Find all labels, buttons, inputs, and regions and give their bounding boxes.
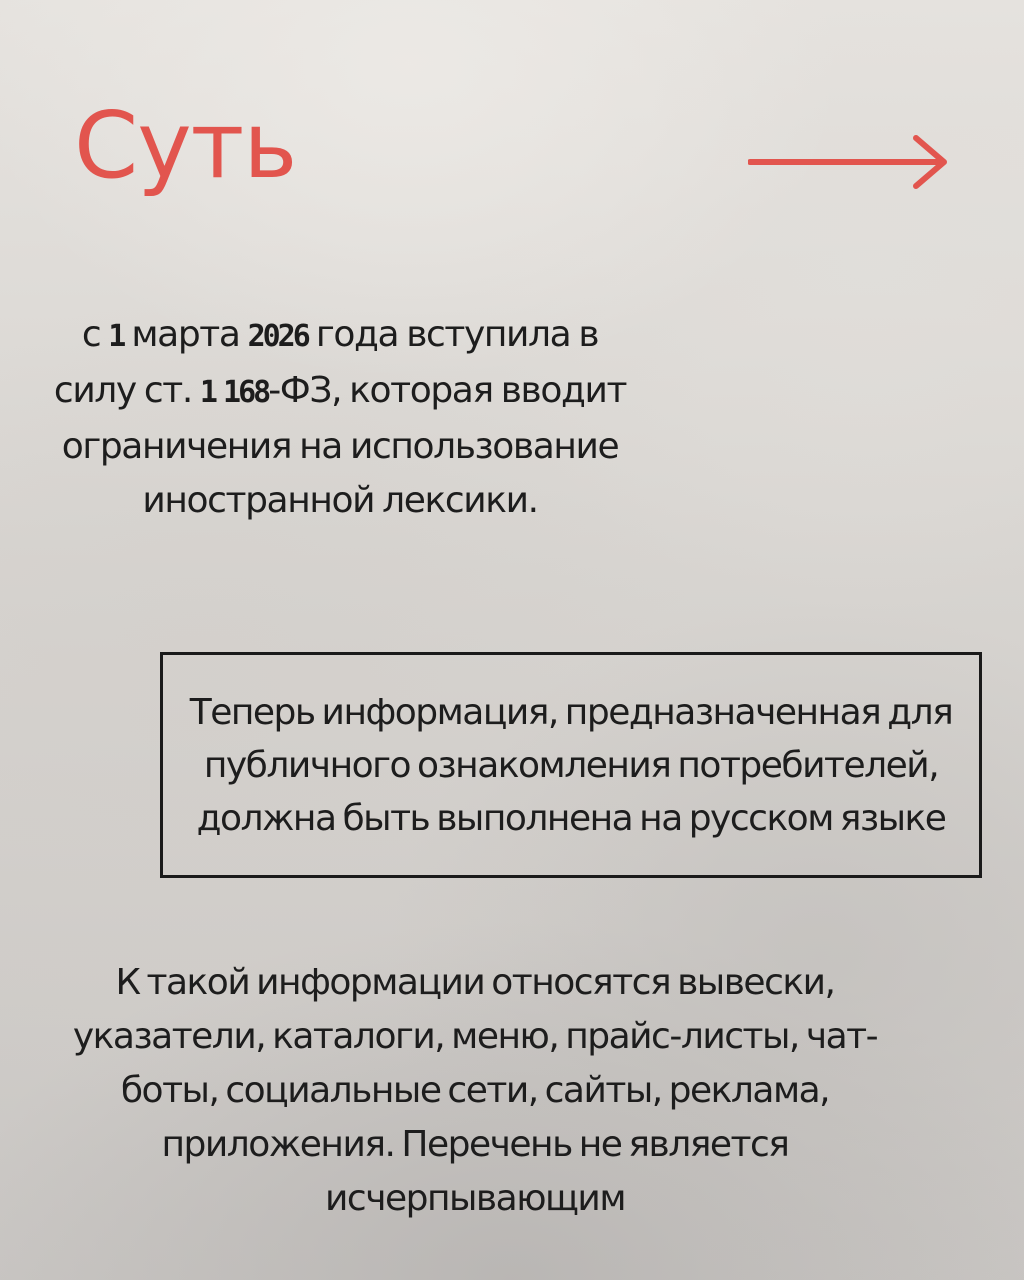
intro-year: 2026 (247, 319, 308, 354)
highlight-box (160, 652, 982, 878)
scope-paragraph: К такой информации относятся вывески, указатели, каталоги, меню, прайс-листы, чат-боты, социальные сети, сайты, реклама, приложения. Перечень не является исчерпывающим (72, 962, 878, 1219)
intro-law-number: 168 (223, 375, 269, 410)
arrow-right-icon (748, 132, 952, 192)
intro-text-2: марта (123, 314, 248, 355)
intro-article: 1 (199, 375, 215, 410)
intro-text-1: с (81, 314, 109, 355)
intro-paragraph (40, 308, 640, 528)
intro-text-3: года вступила в силу ст. (53, 314, 599, 411)
intro-day: 1 (108, 319, 124, 354)
page-title: Суть (74, 92, 297, 199)
intro-text-5: -ФЗ, которая вводит ограничения на использование иностранной лексики. (61, 370, 627, 521)
highlight-text: Теперь информация, предназначенная для публичного ознакомления потребителей, должна быть выполнена на русском языке (189, 691, 953, 839)
intro-text-4 (215, 370, 223, 411)
